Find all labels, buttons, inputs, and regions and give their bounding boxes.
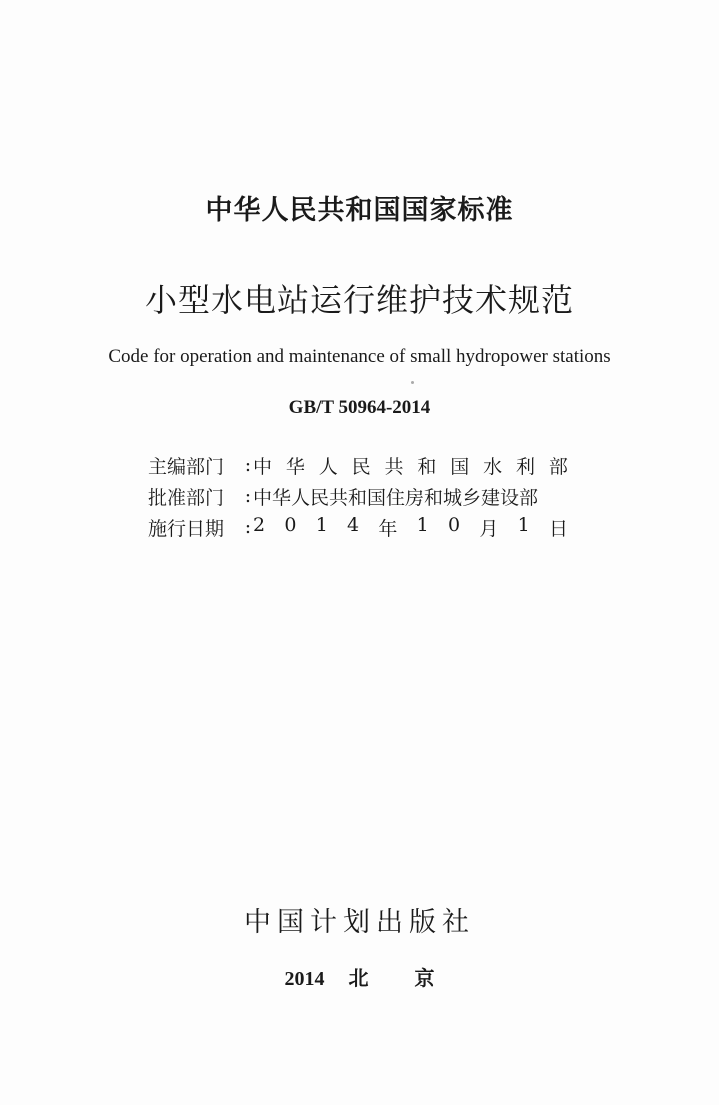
editor-char: 国 bbox=[450, 455, 470, 478]
editor-department-colon: : bbox=[244, 454, 252, 476]
date-char: 1 bbox=[315, 513, 328, 536]
editor-char: 水 bbox=[483, 455, 503, 478]
effective-date-colon: : bbox=[244, 516, 252, 538]
editor-char: 民 bbox=[351, 455, 371, 478]
publication-imprint bbox=[0, 962, 719, 991]
date-char: 日 bbox=[548, 517, 568, 540]
approver-department-colon: : bbox=[244, 485, 252, 507]
approver-department-label: 批准部门 bbox=[148, 486, 225, 509]
date-char: 年 bbox=[378, 517, 398, 540]
standard-code: GB/T 50964-2014 bbox=[288, 397, 431, 418]
document-title-zh: 小型水电站运行维护技术规范 bbox=[144, 281, 574, 319]
date-char: 月 bbox=[479, 517, 499, 540]
date-char: 0 bbox=[284, 513, 297, 536]
editor-department-value bbox=[253, 452, 568, 479]
effective-date-label: 施行日期 bbox=[148, 517, 225, 540]
document-title-en: Code for operation and maintenance of small hydropower stations bbox=[108, 346, 611, 367]
editor-department-label: 主编部门 bbox=[148, 455, 225, 478]
publication-year: 2014 bbox=[284, 968, 325, 990]
date-char: 4 bbox=[347, 513, 360, 536]
editor-char: 华 bbox=[285, 455, 305, 478]
publication-city-char: 京 bbox=[414, 966, 435, 990]
publication-city-char: 北 bbox=[348, 966, 369, 990]
effective-date-value bbox=[253, 514, 568, 541]
date-char: 1 bbox=[416, 513, 429, 536]
publisher-name: 中国计划出版社 bbox=[244, 907, 475, 938]
editor-char: 中 bbox=[253, 455, 273, 478]
editor-department-row bbox=[148, 450, 568, 480]
editor-char: 人 bbox=[318, 455, 338, 478]
editor-char: 部 bbox=[548, 455, 568, 478]
editor-char: 共 bbox=[384, 455, 404, 478]
date-char: 0 bbox=[447, 513, 461, 536]
date-char: 2 bbox=[253, 513, 266, 536]
editor-char: 和 bbox=[417, 455, 437, 478]
approver-department-value: 中华人民共和国住房和城乡建设部 bbox=[253, 486, 539, 509]
national-standard-heading: 中华人民共和国国家标准 bbox=[205, 195, 514, 226]
page-speck bbox=[411, 381, 414, 384]
effective-date-row bbox=[148, 512, 568, 542]
approver-department-row bbox=[148, 481, 568, 511]
editor-char: 利 bbox=[516, 455, 536, 478]
date-char: 1 bbox=[517, 513, 530, 536]
